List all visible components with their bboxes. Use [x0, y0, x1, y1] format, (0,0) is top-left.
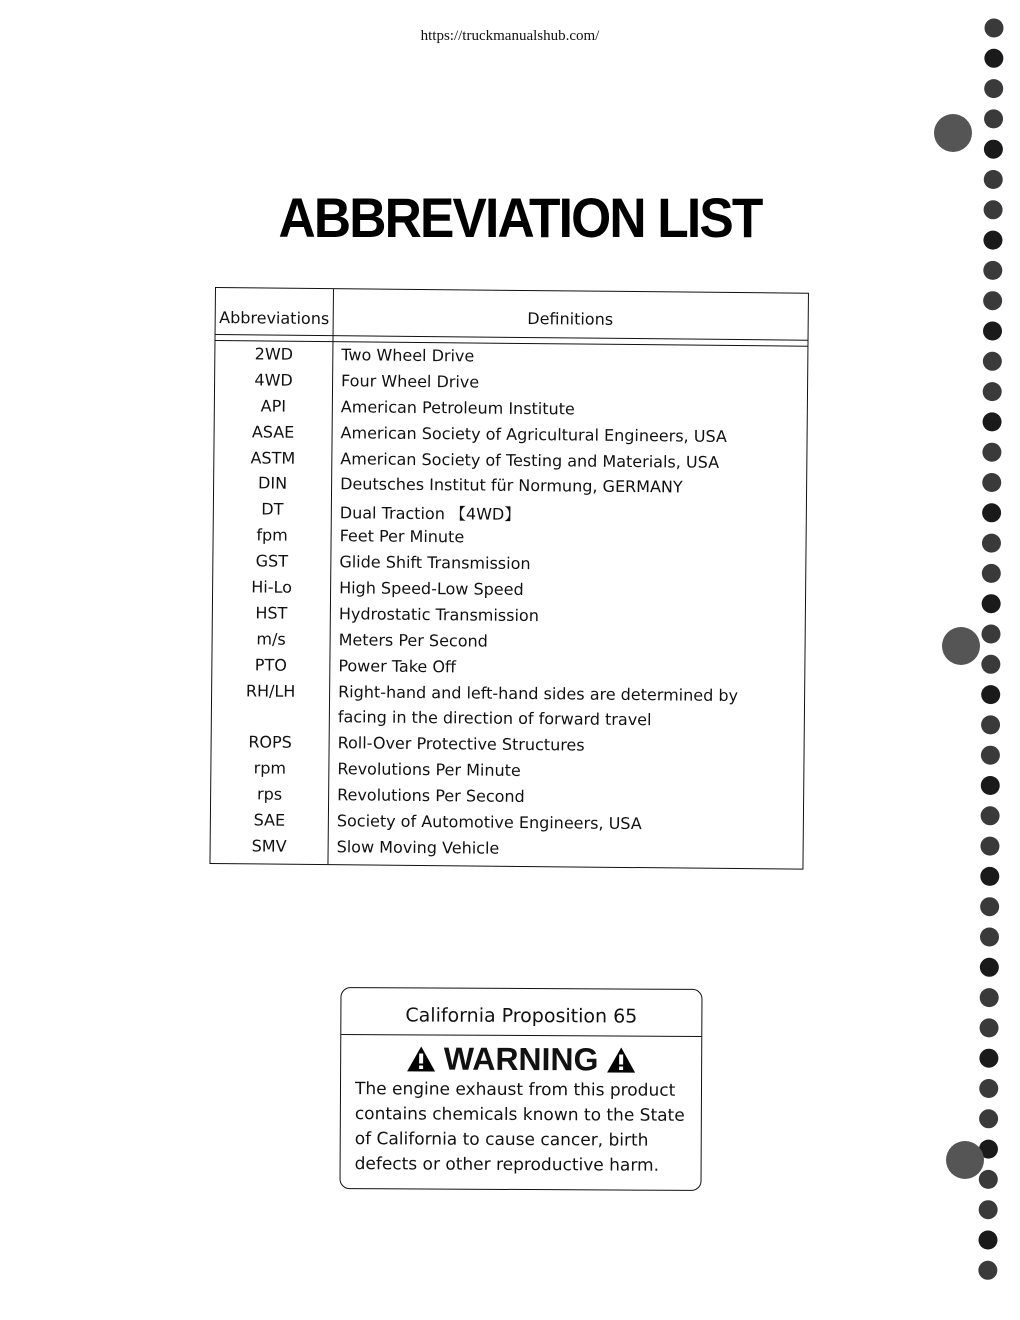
definition-cell: Roll-Over Protective Structures	[337, 733, 585, 755]
binding-hole-icon	[982, 534, 1001, 553]
abbreviation-cell: ROPS	[248, 732, 292, 753]
binding-hole-icon	[984, 79, 1003, 98]
abbreviation-cell: rps	[256, 784, 283, 804]
warning-body-line: contains chemicals known to the State	[354, 1104, 685, 1126]
binding-hole-icon	[981, 806, 1000, 825]
definition-cell: Hydrostatic Transmission	[338, 604, 539, 626]
definition-cell: American Society of Agricultural Engineers, USA	[340, 422, 727, 446]
abbreviation-cell: SAE	[253, 810, 286, 830]
binding-hole-icon	[934, 114, 972, 152]
binding-hole-icon	[982, 473, 1001, 492]
abbreviation-cell: DT	[261, 499, 284, 520]
warning-heading: California Proposition 65	[405, 1004, 638, 1028]
binding-hole-icon	[983, 261, 1002, 280]
definition-cell: Two Wheel Drive	[341, 345, 475, 366]
binding-hole-icon	[979, 1231, 998, 1250]
abbreviation-cell: HST	[255, 603, 288, 623]
definition-cell: Revolutions Per Second	[337, 785, 525, 807]
binding-hole-icon	[984, 140, 1003, 159]
header-abbreviations: Abbreviations	[219, 308, 330, 329]
binding-hole-icon	[979, 1079, 998, 1098]
definition-cell: Power Take Off	[338, 655, 457, 677]
binding-hole-icon	[982, 594, 1001, 613]
binding-hole-icon	[942, 627, 980, 665]
abbreviation-cell: fpm	[256, 525, 288, 545]
abbreviation-cell: rpm	[253, 758, 287, 778]
abbreviation-cell: GST	[255, 551, 289, 571]
definition-cell: Deutsches Institut für Normung, GERMANY	[340, 474, 683, 497]
binding-hole-icon	[946, 1141, 984, 1179]
definition-cell: Meters Per Second	[338, 630, 488, 651]
abbreviation-cell: Hi-Lo	[251, 577, 293, 597]
binding-hole-icon	[979, 1170, 998, 1189]
abbreviation-cell: DIN	[258, 473, 288, 494]
binding-hole-icon	[981, 746, 1000, 765]
abbreviation-cell: SMV	[251, 836, 287, 856]
warning-body-line: defects or other reproductive harm.	[354, 1154, 660, 1176]
binding-hole-icon	[980, 897, 999, 916]
binding-hole-icon	[980, 837, 999, 856]
binding-hole-icon	[982, 503, 1001, 522]
warning-body-line: The engine exhaust from this product	[354, 1079, 676, 1101]
definition-cell: Revolutions Per Minute	[337, 759, 521, 781]
binding-hole-icon	[980, 988, 999, 1007]
abbreviation-cell: 2WD	[254, 344, 294, 364]
abbreviation-cell: ASTM	[250, 447, 296, 468]
definition-cell: American Petroleum Institute	[340, 396, 575, 419]
binding-hole-icon	[980, 1018, 999, 1037]
abbreviation-cell: m/s	[256, 629, 286, 649]
binding-hole-icon	[979, 1109, 998, 1128]
binding-hole-icon	[982, 625, 1001, 644]
definition-cell: Dual Traction 【4WD】	[339, 503, 521, 525]
definition-cell: facing in the direction of forward travel	[337, 707, 652, 730]
definition-cell: Slow Moving Vehicle	[336, 837, 500, 858]
definition-cell: Four Wheel Drive	[341, 371, 480, 392]
binding-hole-icon	[981, 685, 1000, 704]
binding-hole-icon	[984, 200, 1003, 219]
binding-hole-icon	[984, 170, 1003, 189]
binding-hole-icon	[979, 1049, 998, 1068]
definition-cell: High Speed-Low Speed	[339, 578, 524, 599]
binding-hole-icon	[984, 49, 1003, 68]
binding-hole-icon	[985, 19, 1004, 38]
abbreviation-cell: RH/LH	[245, 680, 296, 701]
source-url: https://truckmanualshub.com/	[420, 28, 600, 44]
binding-hole-icon	[983, 322, 1002, 341]
definition-cell: Society of Automotive Engineers, USA	[336, 811, 642, 834]
header-definitions: Definitions	[527, 308, 614, 329]
abbreviation-cell: PTO	[254, 655, 287, 675]
binding-hole-icon	[980, 867, 999, 886]
binding-hole-icon	[983, 352, 1002, 371]
binding-hole-icon	[983, 291, 1002, 310]
definition-cell: Feet Per Minute	[339, 526, 465, 547]
binding-hole-icon	[979, 1200, 998, 1219]
binding-hole-icon	[980, 928, 999, 947]
abbreviation-cell: API	[260, 396, 287, 416]
binding-hole-icon	[984, 109, 1003, 128]
binding-hole-icon	[981, 776, 1000, 795]
warning-body-line: of California to cause cancer, birth	[354, 1129, 649, 1151]
binding-hole-icon	[983, 382, 1002, 401]
binding-hole-icon	[978, 1261, 997, 1280]
abbreviation-cell: ASAE	[251, 422, 295, 442]
page-title: ABBREVIATION LIST	[278, 186, 762, 249]
binding-hole-icon	[983, 412, 1002, 431]
abbreviation-cell: 4WD	[254, 370, 293, 390]
binding-hole-icon	[980, 958, 999, 977]
binding-hole-icon	[981, 655, 1000, 674]
binding-hole-icon	[983, 231, 1002, 250]
definition-cell: American Society of Testing and Materials, USA	[340, 448, 720, 472]
binding-hole-icon	[982, 443, 1001, 462]
definition-cell: Right-hand and left-hand sides are determined by	[338, 681, 739, 705]
warning-title: WARNING	[443, 1040, 599, 1078]
definition-cell: Glide Shift Transmission	[339, 552, 531, 574]
binding-hole-icon	[981, 715, 1000, 734]
binding-hole-icon	[982, 564, 1001, 583]
